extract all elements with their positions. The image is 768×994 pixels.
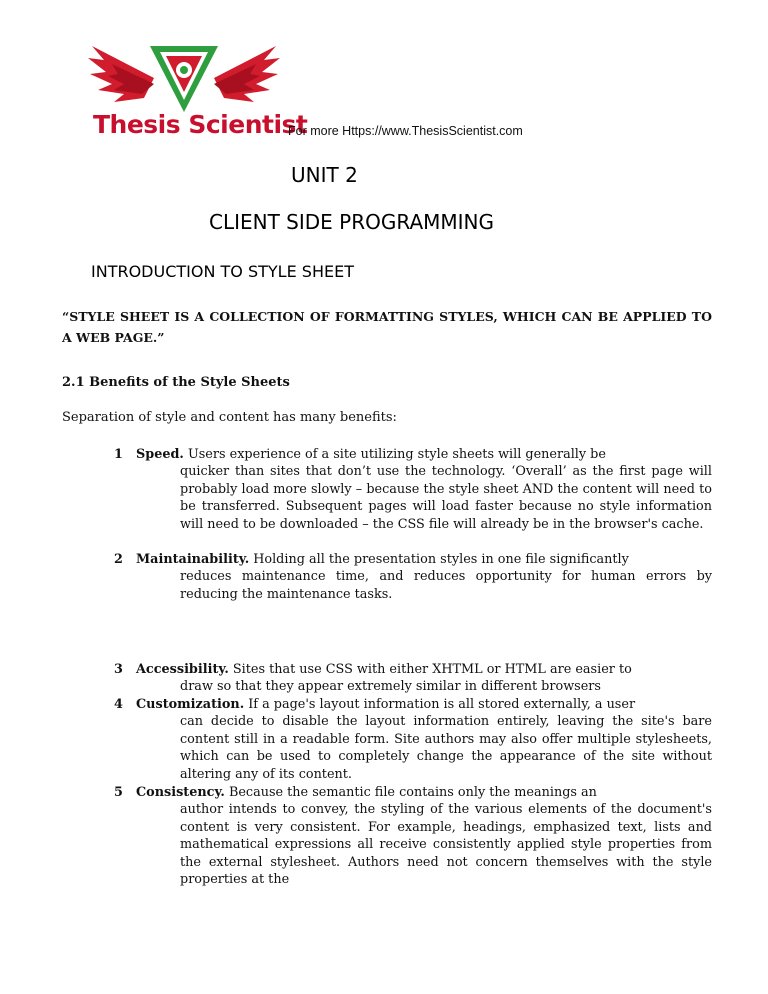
brand-name: Thesis Scientist xyxy=(93,110,308,139)
list-text-continued: quicker than sites that don’t use the technology. ‘Overall’ as the first page will probably load more slowly – because the style sheet AND the content will need to be transferred. Subsequent pages will load faster because no style information will need to be downloaded – the CSS file will already be in the browser's cache. xyxy=(180,464,712,532)
list-term: Maintainability. xyxy=(136,552,250,567)
thesis-scientist-logo xyxy=(84,38,308,146)
list-number: 1 xyxy=(114,447,123,462)
website-reference: For more Https://www.ThesisScientist.com xyxy=(288,124,523,138)
list-item xyxy=(114,446,712,533)
lead-paragraph: Separation of style and content has many benefits: xyxy=(62,410,397,425)
subsection-title: 2.1 Benefits of the Style Sheets xyxy=(62,375,290,390)
list-number: 4 xyxy=(114,697,123,712)
list-text: Holding all the presentation styles in one file significantly xyxy=(249,552,629,567)
list-text: Because the semantic file contains only the meanings an xyxy=(224,785,597,800)
list-number: 5 xyxy=(114,785,123,800)
unit-heading: UNIT 2 xyxy=(291,163,358,187)
list-item xyxy=(114,784,712,888)
list-text: Users experience of a site utilizing style sheets will generally be xyxy=(183,447,606,462)
list-item xyxy=(114,551,712,603)
chapter-title: CLIENT SIDE PROGRAMMING xyxy=(209,210,494,234)
list-term: Speed. xyxy=(136,447,184,462)
list-text: Sites that use CSS with either XHTML or HTML are easier to xyxy=(228,662,632,677)
list-item xyxy=(114,696,712,783)
list-text-continued: author intends to convey, the styling of the various elements of the document's content is very consistent. For example, headings, emphasized text, lists and mathematical expressions all receive consistently applied style properties from the external stylesheet. Authors need not concern themselves with the style properties at the xyxy=(180,802,712,888)
list-term: Customization. xyxy=(136,697,245,712)
list-text-continued: draw so that they appear extremely similar in different browsers xyxy=(180,679,601,695)
list-term: Consistency. xyxy=(136,785,225,800)
list-item xyxy=(114,661,712,696)
list-text-continued: can decide to disable the layout information entirely, leaving the site's bare content still in a readable form. Site authors may also offer multiple stylesheets, which can be used to completely change the appearance of the site without altering any of its content. xyxy=(180,714,712,782)
winged-triangle-logo-icon xyxy=(84,38,284,118)
list-number: 3 xyxy=(114,662,123,677)
section-heading: INTRODUCTION TO STYLE SHEET xyxy=(91,262,354,281)
list-text: If a page's layout information is all stored externally, a user xyxy=(244,697,636,712)
list-term: Accessibility. xyxy=(136,662,229,677)
list-number: 2 xyxy=(114,552,123,567)
definition-quote: “STYLE SHEET IS A COLLECTION OF FORMATTING STYLES, WHICH CAN BE APPLIED TO A WEB PAGE.” xyxy=(62,309,712,345)
list-text-continued: reduces maintenance time, and reduces opportunity for human errors by reducing the maintenance tasks. xyxy=(180,569,712,602)
